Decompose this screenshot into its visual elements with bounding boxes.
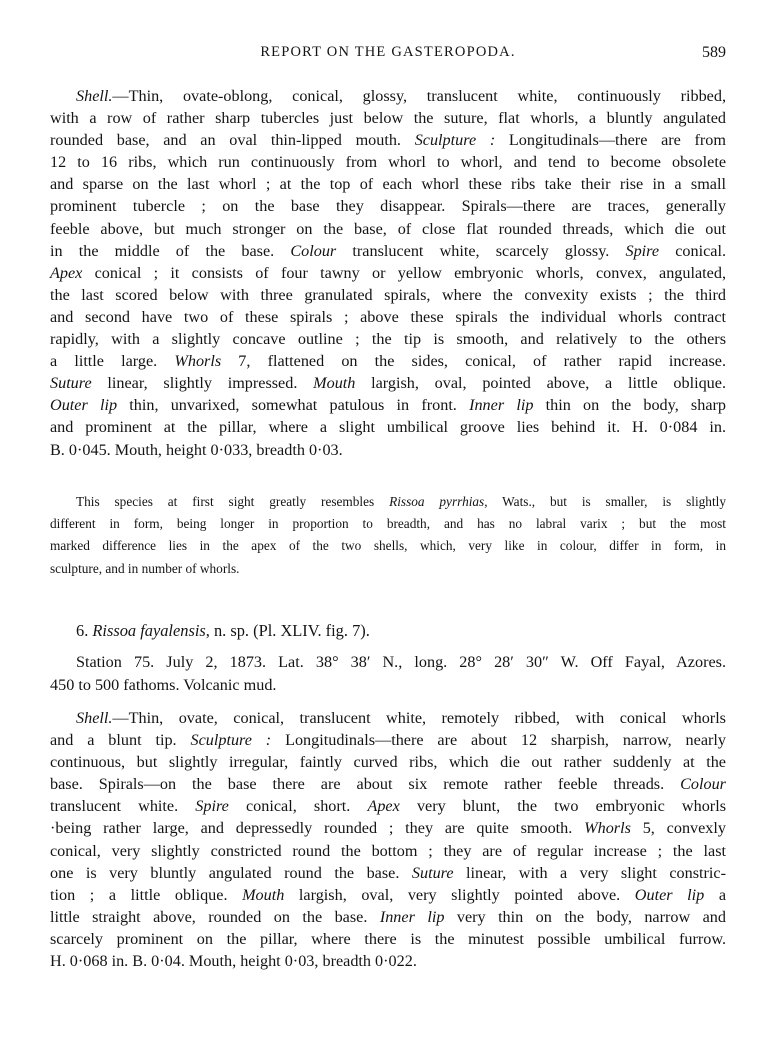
italic-term: Inner lip <box>379 907 445 926</box>
italic-term: Whorls <box>584 819 631 838</box>
text-line: base. Spirals—on the base there are about six remote rather feeble threads. Colour <box>50 775 726 794</box>
text-line: in the middle of the base. Colour translucent white, scarcely glossy. Spire conical. <box>50 241 726 260</box>
italic-term: Apex <box>367 797 400 816</box>
text-line: a little large. Whorls 7, flattened on the sides, conical, of rather rapid increase. <box>50 352 726 371</box>
station-line: Station 75. July 2, 1873. Lat. 38° 38′ N., long. 28° 28′ 30″ W. Off Fayal, Azores. <box>76 653 726 671</box>
text-line: prominent tubercle ; on the base they disappear. Spirals—there are traces, generally <box>50 197 726 216</box>
text-line: B. 0·045. Mouth, height 0·033, breadth 0·03. <box>50 440 343 459</box>
italic-term: Whorls <box>174 352 222 371</box>
text-line: one is very bluntly angulated round the base. Suture linear, with a very slight constric- <box>50 863 727 882</box>
text-line: ·being rather large, and depressedly rounded ; they are quite smooth. Whorls 5, convexly <box>50 819 726 838</box>
italic-term: Spire <box>195 797 229 816</box>
text-line: rapidly, with a slightly concave outline ; the tip is smooth, and relatively to the others <box>50 330 726 349</box>
text-line: Shell.—Thin, ovate, conical, translucent white, remotely ribbed, with conical whorls <box>76 709 726 727</box>
text-line: the last scored below with three granulated spirals, where the convexity exists ; the third <box>50 285 726 304</box>
italic-term: Spire <box>625 241 660 260</box>
italic-term: Mouth <box>242 885 285 904</box>
text-line: and a blunt tip. Sculpture : Longitudinals—there are about 12 sharpish, narrow, nearly <box>50 731 726 750</box>
text-line: translucent white. Spire conical, short. Apex very blunt, the two embryonic whorls <box>50 797 726 816</box>
italic-term: Inner lip <box>469 396 534 415</box>
italic-term: Rissoa pyrrhias <box>389 494 485 509</box>
running-head-title: REPORT ON THE GASTEROPODA. <box>260 44 516 60</box>
note-line: different in form, being longer in proportion to breadth, and has no labral varix ; but the most <box>50 516 726 532</box>
species-6-heading <box>76 620 370 642</box>
text-line: Shell.—Thin, ovate-oblong, conical, glossy, translucent white, continuously ribbed, <box>76 87 726 105</box>
text-line: and prominent at the pillar, where a slight umbilical groove lies behind it. H. 0·084 in. <box>50 418 726 437</box>
italic-term: Mouth <box>313 374 356 393</box>
italic-term: Apex <box>50 263 83 282</box>
text-line: rounded base, and an oval thin-lipped mouth. Sculpture : Longitudinals—there are from <box>50 131 726 150</box>
species-number: 6. <box>76 621 93 640</box>
text-line: and sparse on the last whorl ; at the top of each whorl these ribs take their rise in a small <box>50 175 726 194</box>
italic-term: Shell. <box>76 709 113 727</box>
species-5-description <box>50 85 726 461</box>
italic-term: Outer lip <box>50 396 118 415</box>
text-line: Suture linear, slightly impressed. Mouth largish, oval, pointed above, a little oblique. <box>50 374 726 393</box>
text-line: conical, very slightly constricted round the bottom ; they are of regular increase ; the last <box>50 841 726 860</box>
species-6-description <box>50 707 726 972</box>
text-line: little straight above, rounded on the base. Inner lip very thin on the body, narrow and <box>50 907 726 926</box>
running-head <box>50 44 726 66</box>
species-name: Rissoa fayalensis <box>92 621 206 640</box>
page-number: 589 <box>702 44 726 61</box>
text-line: with a row of rather sharp tubercles just below the suture, flat whorls, a bluntly angulated <box>50 109 726 128</box>
italic-term: Sculpture : <box>414 131 496 150</box>
text-line: and second have two of these spirals ; above these spirals the individual whorls contract <box>50 307 726 326</box>
species-5-remarks <box>50 491 726 580</box>
italic-term: Colour <box>290 241 337 260</box>
text-line: scarcely prominent on the pillar, where there is the minutest possible umbilical furrow. <box>50 929 726 948</box>
text-line: continuous, but slightly irregular, faintly curved ribs, which die out rather suddenly at the <box>50 753 726 772</box>
italic-term: Outer lip <box>634 885 705 904</box>
note-line: This species at first sight greatly resembles Rissoa pyrrhias, Wats., but is smaller, is slightly <box>76 494 726 509</box>
text-line: tion ; a little oblique. Mouth largish, oval, very slightly pointed above. Outer lip a <box>50 885 727 904</box>
italic-term: Sculpture : <box>190 731 272 750</box>
text-line: Outer lip thin, unvarixed, somewhat patulous in front. Inner lip thin on the body, sharp <box>50 396 726 415</box>
note-line: marked difference lies in the apex of the two shells, which, very like in colour, differ in form, in <box>50 538 726 554</box>
station-record <box>50 651 726 696</box>
species-reference: , n. sp. (Pl. XLIV. fig. 7). <box>205 621 370 640</box>
italic-term: Suture <box>411 863 454 882</box>
note-line: sculpture, and in number of whorls. <box>50 560 240 576</box>
text-line: 12 to 16 ribs, which run continuously from whorl to whorl, and tend to become obsolete <box>50 153 726 172</box>
text-line: H. 0·068 in. B. 0·04. Mouth, height 0·03, breadth 0·022. <box>50 952 417 971</box>
text-line: feeble above, but much stronger on the base, of close flat rounded threads, which die out <box>50 219 726 238</box>
italic-term: Shell. <box>76 87 113 105</box>
text-line: Apex conical ; it consists of four tawny or yellow embryonic whorls, convex, angulated, <box>50 263 726 282</box>
station-line: 450 to 500 fathoms. Volcanic mud. <box>50 675 277 694</box>
italic-term: Suture <box>50 374 92 393</box>
italic-term: Colour <box>680 775 726 794</box>
